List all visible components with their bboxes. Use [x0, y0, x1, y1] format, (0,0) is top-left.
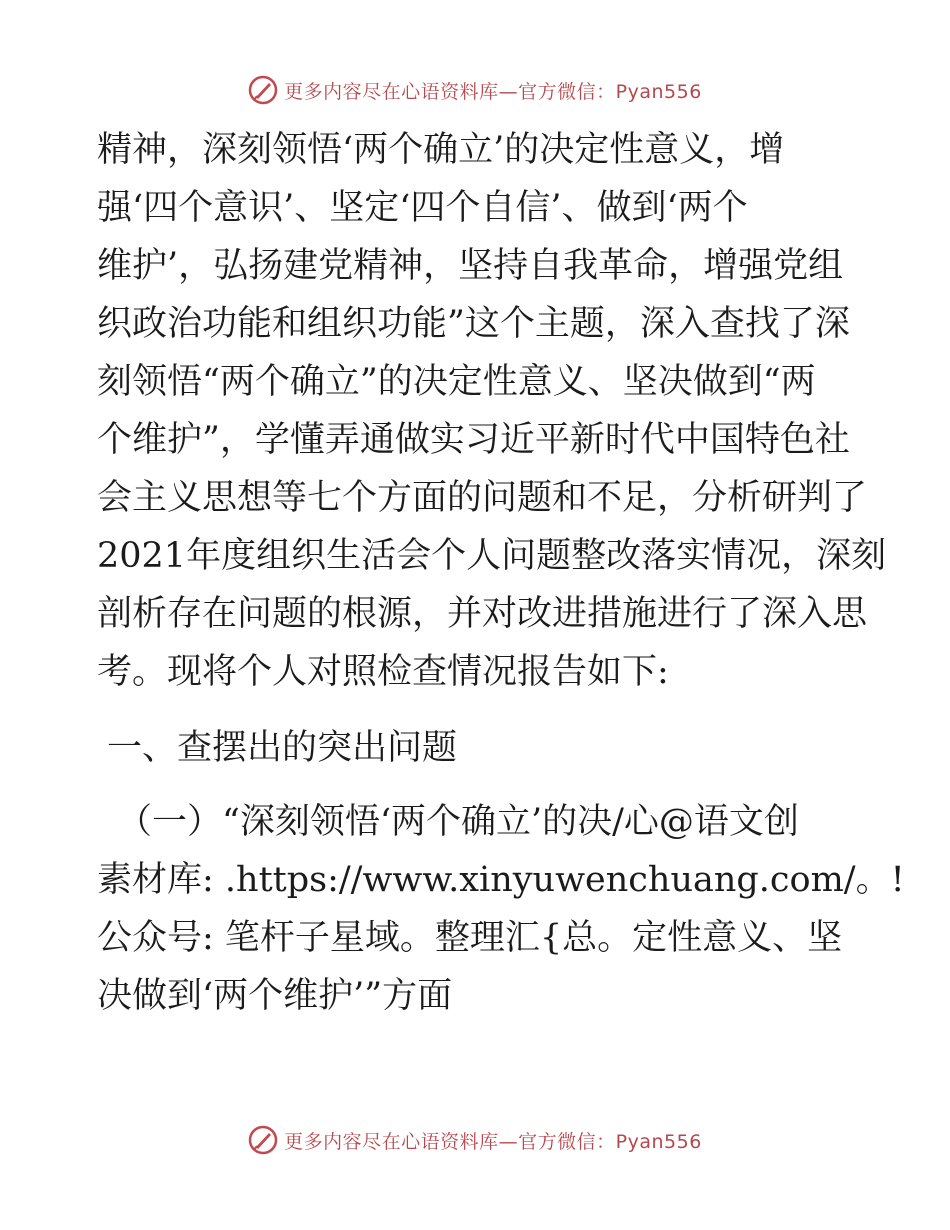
body-line: 刻领悟“两个确立”的决定性意义、坚决做到“两 [97, 362, 816, 402]
body-line: 考。现将个人对照检查情况报告如下: [97, 652, 669, 692]
header-watermark [0, 70, 950, 110]
body-line: 维护’，弘扬建党精神，坚持自我革命，增强党组 [97, 246, 844, 286]
section-heading: 一、查摆出的突出问题 [107, 728, 458, 768]
subsection-line: 决做到‘两个维护’”方面 [97, 976, 453, 1016]
subsection-line: （一）“深刻领悟‘两个确立’的决/心@语文创 [117, 802, 799, 842]
watermark-text: 更多内容尽在心语资料库—官方微信：Pyan556 [284, 80, 702, 103]
watermark-text: 更多内容尽在心语资料库—官方微信：Pyan556 [284, 1130, 702, 1153]
quill-logo-icon [248, 1125, 278, 1155]
subsection-line: 公众号: 笔杆子星域。整理汇{总。定性意义、坚 [97, 918, 843, 958]
footer-watermark [0, 1120, 950, 1160]
body-line: 剖析存在问题的根源，并对改进措施进行了深入思 [97, 594, 868, 634]
body-line: 强‘四个意识’、坚定‘四个自信’、做到‘两个 [97, 188, 748, 228]
body-line: 会主义思想等七个方面的问题和不足，分析研判了 [97, 478, 868, 518]
body-line: 织政治功能和组织功能”这个主题，深入查找了深 [97, 304, 850, 344]
subsection-line: 素材库: .https://www.xinyuwenchuang.com/。! [97, 860, 905, 900]
body-line: 个维护”，学懂弄通做实习近平新时代中国特色社 [97, 420, 850, 460]
body-line: 2021年度组织生活会个人问题整改落实情况，深刻 [97, 536, 887, 576]
body-line: 精神，深刻领悟‘两个确立’的决定性意义，增 [97, 130, 785, 170]
quill-logo-icon [248, 75, 278, 105]
